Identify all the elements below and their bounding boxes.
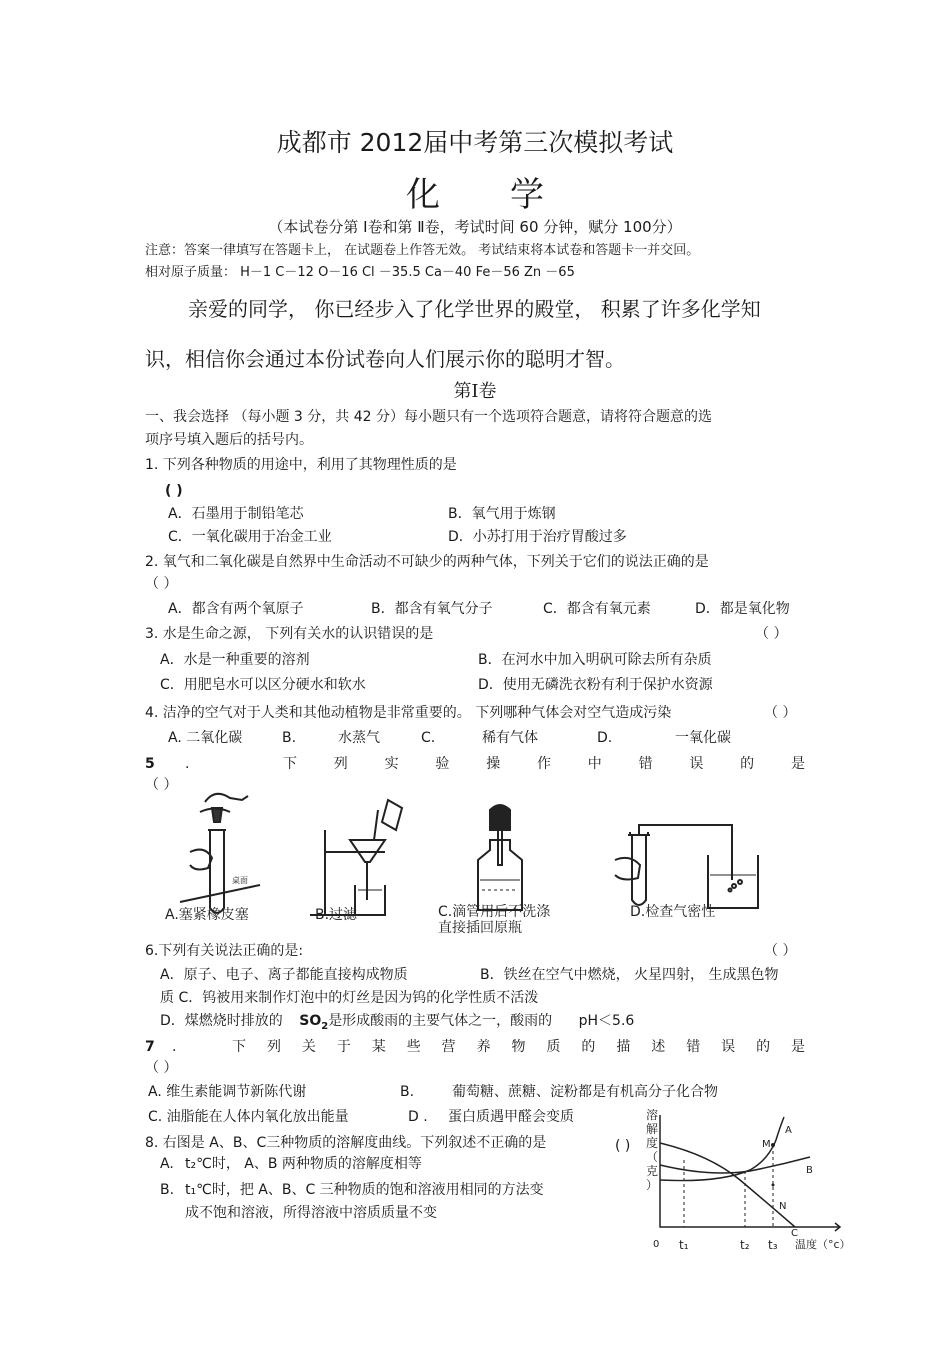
question-7-char: 质	[546, 1039, 561, 1055]
tick-t1: t₁	[679, 1238, 689, 1252]
part-heading: 第Ⅰ卷	[453, 381, 497, 402]
question-4-option-a: A. 二氧化碳	[168, 730, 243, 746]
question-4-option-d-label: D.	[597, 730, 613, 746]
origin-label: 0	[653, 1239, 660, 1250]
atomic-mass: 相对原子质量： H－1 C－12 O－16 Cl －35.5 Ca－40 Fe－56 Zn －65	[145, 265, 575, 280]
question-7-option-b: 葡萄糖、蔗糖、淀粉都是有机高分子化合物	[452, 1084, 718, 1100]
dropper-bottle-illustration	[478, 805, 522, 910]
question-2-option-d: D．都是氧化物	[695, 601, 790, 617]
figure-label-b: B.过滤	[315, 907, 358, 923]
question-7-char: 错	[686, 1039, 701, 1055]
question-6-ph: pH＜5.6	[578, 1013, 635, 1029]
subject-char-1: 化	[406, 175, 440, 215]
question-8-option-b-label: B.	[160, 1182, 175, 1198]
question-5-char: 操	[486, 756, 501, 772]
question-6-option-b: B．铁丝在空气中燃烧， 火星四射， 生成黑色物	[480, 967, 779, 983]
point-m	[771, 1143, 775, 1147]
question-7-dot: .	[172, 1039, 177, 1055]
question-7-char: 述	[651, 1039, 666, 1055]
question-3-option-a: A．水是一种重要的溶剂	[160, 652, 310, 668]
question-4-bracket: （ ）	[764, 705, 797, 721]
question-7-char: 误	[721, 1039, 736, 1055]
y-axis-label-char: （	[646, 1150, 659, 1164]
question-7-char: 的	[756, 1039, 771, 1055]
stopper-tube-illustration	[180, 794, 260, 913]
x-axis-label: 温度（°c）	[795, 1238, 851, 1251]
point-m-label: M	[762, 1139, 771, 1150]
question-7-char: 某	[371, 1039, 386, 1055]
question-5-char: 作	[536, 756, 551, 772]
question-5-char: 错	[638, 756, 653, 772]
question-7-stem	[232, 1038, 805, 1056]
question-1-option-c: C．一氧化碳用于冶金工业	[168, 529, 332, 545]
y-axis-label-char: 度	[646, 1136, 659, 1150]
question-4-stem: 4. 洁净的空气对于人类和其他动植物是非常重要的。 下列哪种气体会对空气造成污染	[145, 705, 672, 721]
question-5-stem	[283, 755, 805, 773]
question-5-dot: .	[185, 756, 190, 772]
curve-c-label: C	[791, 1228, 798, 1239]
question-4-option-c: 稀有气体	[482, 730, 538, 746]
question-7-char: 于	[336, 1039, 351, 1055]
question-6-bracket: （ ）	[764, 943, 797, 959]
question-7-bracket: （ ）	[145, 1060, 178, 1076]
question-5-char: 中	[587, 756, 602, 772]
y-axis-label-char: 溶	[646, 1108, 659, 1122]
greeting-line-1: 亲爱的同学， 你已经步入了化学世界的殿堂， 积累了许多化学知	[188, 297, 761, 321]
question-7-char: 营	[441, 1039, 456, 1055]
point-n-dot	[772, 1184, 775, 1187]
question-4-option-b-label: B.	[282, 730, 297, 746]
exam-title: 成都市 2012届中考第三次模拟考试	[276, 128, 674, 157]
section-intro-1: 一、我会选择 （每小题 3 分，共 42 分）每小题只有一个选项符合题意，请将符合题意的选	[145, 409, 712, 425]
section-intro-2: 项序号填入题后的括号内。	[145, 432, 313, 448]
exam-info: （本试卷分第 Ⅰ卷和第 Ⅱ卷，考试时间 60 分钟，赋分 100分）	[268, 218, 682, 236]
y-axis-label-char: 克	[646, 1164, 659, 1178]
question-5-char: 误	[689, 756, 704, 772]
question-1-option-d: D．小苏打用于治疗胃酸过多	[448, 529, 627, 545]
question-4-option-d: 一氧化碳	[675, 730, 731, 746]
subject-title	[0, 175, 950, 215]
figure-label-d: D.检查气密性	[630, 904, 716, 920]
notice: 注意：答案一律填写在答题卡上， 在试题卷上作答无效。 考试结束将本试卷和答题卡一并交回。	[145, 243, 700, 258]
question-7-option-d-label: D .	[408, 1109, 428, 1125]
question-2-option-b: B．都含有氧气分子	[371, 601, 493, 617]
point-n-label: N	[779, 1201, 787, 1212]
question-8-bracket: ( )	[615, 1138, 631, 1154]
question-6-option-d-part2: 是形成酸雨的主要气体之一，酸雨的	[328, 1013, 553, 1029]
greeting-line-2: 识，相信你会通过本份试卷向人们展示你的聪明才智。	[145, 347, 625, 371]
question-7-char: 的	[581, 1039, 596, 1055]
question-3-option-d: D．使用无磷洗衣粉有利于保护水资源	[478, 677, 713, 693]
question-7-option-a: A. 维生素能调节新陈代谢	[148, 1084, 307, 1100]
question-5-char: 实	[384, 756, 399, 772]
question-6-option-a: A．原子、电子、离子都能直接构成物质	[160, 967, 408, 983]
curve-c	[660, 1143, 795, 1227]
figure-small-label: 桌面	[232, 876, 248, 885]
y-axis-label-char: 解	[646, 1122, 659, 1136]
curve-b	[660, 1157, 810, 1173]
question-7-char: 是	[791, 1039, 805, 1055]
tick-t3: t₃	[768, 1238, 778, 1252]
figure-label-c-1: C.滴管用后不洗涤	[438, 904, 551, 920]
question-7-char: 下	[232, 1039, 246, 1055]
solubility-curve-graph	[640, 1105, 860, 1255]
question-5-char: 下	[283, 756, 297, 772]
question-7-option-b-label: B.	[400, 1084, 415, 1100]
question-8-option-a-label: A.	[160, 1156, 174, 1172]
question-2-option-c: C．都含有氧元素	[543, 601, 651, 617]
question-1-stem: 1. 下列各种物质的用途中，利用了其物理性质的是	[145, 457, 457, 473]
figure-label-a: A.塞紧橡皮塞	[165, 907, 249, 923]
subject-char-2: 学	[510, 175, 544, 215]
question-6-option-c: 质 C．钨被用来制作灯泡中的灯丝是因为钨的化学性质不活泼	[160, 990, 539, 1006]
question-3-stem: 3. 水是生命之源， 下列有关水的认识错误的是	[145, 626, 434, 642]
question-8-stem: 8. 右图是 A、B、C三种物质的溶解度曲线。下列叙述不正确的是	[145, 1135, 547, 1151]
question-5-char: 的	[740, 756, 755, 772]
question-3-option-c: C．用肥皂水可以区分硬水和软水	[160, 677, 366, 693]
question-4-option-c-label: C.	[421, 730, 436, 746]
question-5-number: 5	[145, 756, 155, 772]
question-8-option-b-1: t₁℃时，把 A、B、C 三种物质的饱和溶液用相同的方法变	[185, 1182, 544, 1198]
question-7-option-d: 蛋白质遇甲醛会变质	[448, 1109, 574, 1125]
curve-b-label: B	[806, 1165, 813, 1176]
question-1-option-a: A．石墨用于制铅笔芯	[168, 506, 304, 522]
question-6-stem: 6.下列有关说法正确的是:	[145, 943, 304, 959]
question-2-bracket: （ ）	[145, 576, 178, 592]
figure-label-c-2: 直接插回原瓶	[438, 920, 522, 936]
question-2-stem: 2. 氧气和二氧化碳是自然界中生命活动不可缺少的两种气体，下列关于它们的说法正确的是	[145, 554, 709, 570]
question-1-bracket: ( )	[165, 483, 183, 499]
tick-t2: t₂	[740, 1238, 750, 1252]
lab-operations-figure	[160, 790, 820, 940]
question-5-char: 是	[790, 756, 805, 772]
curve-a-label: A	[785, 1125, 792, 1136]
question-7-option-c: C. 油脂能在人体内氧化放出能量	[148, 1109, 349, 1125]
question-4-option-b: 水蒸气	[338, 730, 380, 746]
question-2-option-a: A．都含有两个氧原子	[168, 601, 304, 617]
y-axis-label-char: ）	[646, 1178, 659, 1192]
question-5-char: 列	[333, 756, 348, 772]
filtration-illustration	[310, 800, 402, 915]
question-8-option-a: t₂℃时， A、B 两种物质的溶解度相等	[185, 1156, 422, 1172]
question-7-char: 描	[616, 1039, 631, 1055]
question-7-char: 物	[511, 1039, 526, 1055]
question-7-char: 养	[476, 1039, 491, 1055]
question-3-option-b: B．在河水中加入明矾可除去所有杂质	[478, 652, 712, 668]
question-6-option-d	[160, 1012, 634, 1036]
airtightness-illustration	[615, 825, 758, 908]
question-6-option-d-part1: D．煤燃烧时排放的	[160, 1013, 283, 1029]
question-3-bracket: （ ）	[755, 626, 788, 642]
question-5-bracket: （ ）	[145, 777, 178, 793]
question-7-char: 些	[406, 1039, 421, 1055]
question-7-char: 列	[266, 1039, 281, 1055]
question-5-char: 验	[435, 756, 450, 772]
question-7-char: 关	[301, 1039, 316, 1055]
question-7-number: 7	[145, 1039, 155, 1055]
question-8-option-b-2: 成不饱和溶液，所得溶液中溶质质量不变	[185, 1205, 437, 1221]
question-1-option-b: B．氧气用于炼钢	[448, 506, 556, 522]
question-6-so2: $SO_2$	[299, 1013, 329, 1032]
